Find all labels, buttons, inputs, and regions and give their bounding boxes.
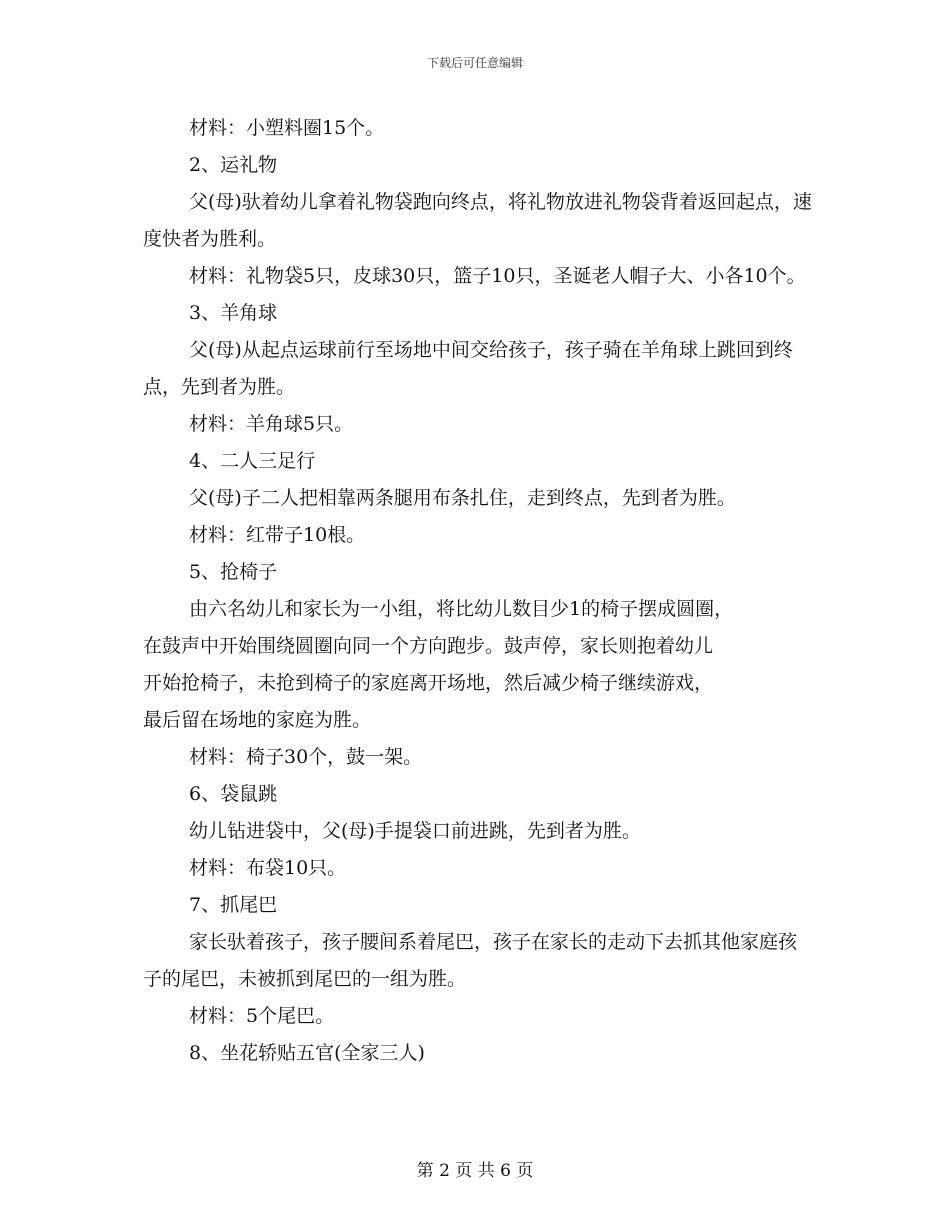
paragraph: 材料：椅子30个，鼓一架。 (189, 746, 423, 768)
section-heading: 2、运礼物 (189, 154, 278, 176)
paragraph-line: 开始抢椅子，未抢到椅子的家庭离开场地，然后减少椅子继续游戏， (143, 672, 714, 694)
section-heading: 7、抓尾巴 (189, 894, 278, 916)
section-heading: 5、抢椅子 (189, 561, 278, 583)
paragraph: 材料：礼物袋5只，皮球30只，篮子10只，圣诞老人帽子大、小各10个。 (189, 265, 806, 287)
paragraph: 材料：小塑料圈15个。 (189, 117, 385, 139)
paragraph: 父(母)驮着幼儿拿着礼物袋跑向终点，将礼物放进礼物袋背着返回起点，速度快者为胜利。 (143, 191, 812, 250)
page-number: 第 2 页 共 6 页 (416, 1161, 534, 1181)
paragraph-line: 最后留在场地的家庭为胜。 (143, 709, 372, 731)
section-heading: 8、坐花轿贴五官(全家三人) (189, 1042, 425, 1064)
paragraph: 材料：5个尾巴。 (189, 1005, 335, 1027)
paragraph: 由六名幼儿和家长为一小组，将比幼儿数目少1的椅子摆成圆圈， (189, 598, 734, 620)
section-heading: 6、袋鼠跳 (189, 783, 278, 805)
paragraph: 幼儿钻进袋中，父(母)手提袋口前进跳，先到者为胜。 (189, 820, 641, 842)
paragraph: 材料：布袋10只。 (189, 857, 347, 879)
section-heading: 4、二人三足行 (189, 450, 316, 472)
document-body (143, 110, 815, 1072)
section-heading: 3、羊角球 (189, 302, 278, 324)
paragraph: 材料：羊角球5只。 (189, 413, 354, 435)
paragraph: 材料：红带子10根。 (189, 524, 366, 546)
paragraph: 父(母)从起点运球前行至场地中间交给孩子，孩子骑在羊角球上跳回到终点，先到者为胜。 (143, 339, 793, 398)
paragraph: 父(母)子二人把相靠两条腿用布条扎住，走到终点，先到者为胜。 (189, 487, 736, 509)
page-header-note: 下载后可任意编辑 (426, 56, 523, 70)
paragraph: 家长驮着孩子，孩子腰间系着尾巴，孩子在家长的走动下去抓其他家庭孩子的尾巴，未被抓到尾巴的一组为胜。 (143, 931, 798, 990)
paragraph-line: 在鼓声中开始围绕圆圈向同一个方向跑步。鼓声停，家长则抱着幼儿 (143, 635, 714, 657)
